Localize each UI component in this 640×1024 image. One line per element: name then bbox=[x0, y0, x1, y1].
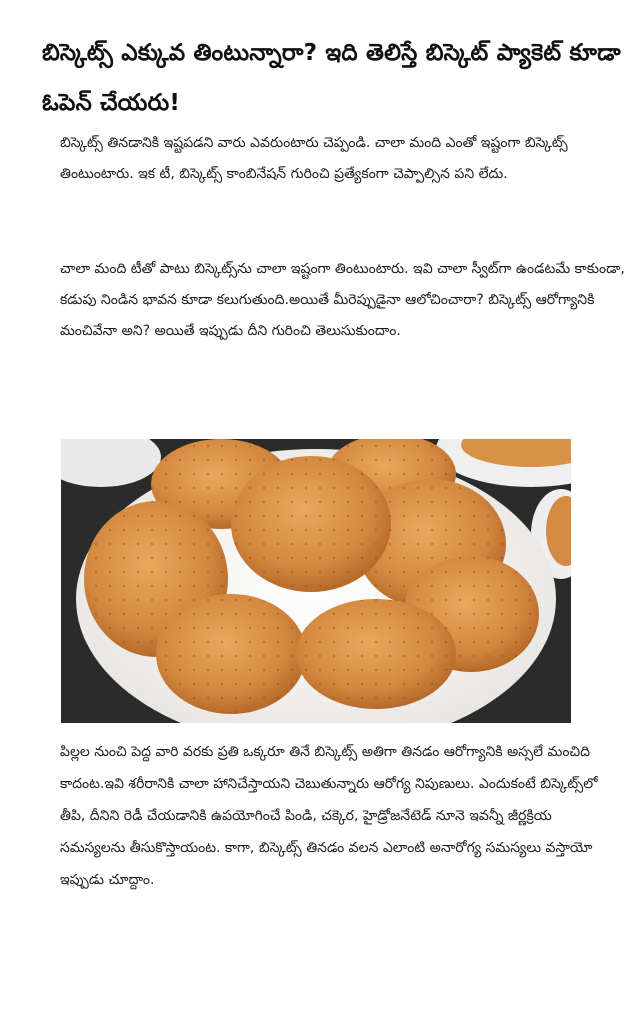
article-paragraph-health: పిల్లల నుంచి పెద్ద వారి వరకు ప్రతి ఒక్కరూ తినే బిస్కెట్స్ అతిగా తినడం ఆరోగ్యానికి అస్సలే మంచిది కాదంట.ఇవి శరీరానికి చాలా హానిచేస్తాయని చెబుతున్నారు ఆరోగ్య నిపుణులు. ఎందుకంటే బిస్కెట్స్‌లో తీపి, దీనిని రెడీ చేయడానికి ఉపయోగించే పిండి, చక్కెర, హైడ్రోజనేటెడ్ నూనె ఇవన్నీ జీర్ణక్రియ సమస్యలను తీసుకొస్తాయంట. కాగా, బిస్కెట్స్ తినడం వలన ఎలాంటి అనారోగ్య సమస్యలు వస్తాయో ఇప్పుడు చూద్దాం. bbox=[60, 744, 598, 888]
article-title: బిస్కెట్స్ ఎక్కువ తింటున్నారా? ఇది తెలిస్తే బిస్కెట్ ప్యాకెట్ కూడా ఓపెన్ చేయరు! bbox=[42, 40, 621, 116]
article-paragraph-intro: బిస్కెట్స్ తినడానికి ఇష్టపడని వారు ఎవరుంటారు చెప్పండి. చాలా మంది ఎంతో ఇష్టంగా బిస్కెట్స్ తింటుంటారు. ఇక టీ, బిస్కెట్స్ కాంబినేషన్ గురించి ప్రత్యేకంగా చెప్పాల్సిన పని లేదు. bbox=[60, 135, 568, 182]
biscuits-plate-photo bbox=[61, 439, 571, 723]
biscuits-illustration bbox=[61, 439, 571, 723]
article-paragraph-tea: చాలా మంది టీతో పాటు బిస్కెట్స్‌ను చాలా ఇష్టంగా తింటుంటారు. ఇవి చాలా స్వీట్‌గా ఉండటమే కాకుండా, కడుపు నిండిన భావన కూడా కలుగుతుంది.అయితే మీరెప్పుడైనా ఆలోచించారా? బిస్కెట్స్ ఆరోగ్యానికి మంచివేనా అని? అయితే ఇప్పుడు దీని గురించి తెలుసుకుందాం. bbox=[60, 261, 625, 339]
